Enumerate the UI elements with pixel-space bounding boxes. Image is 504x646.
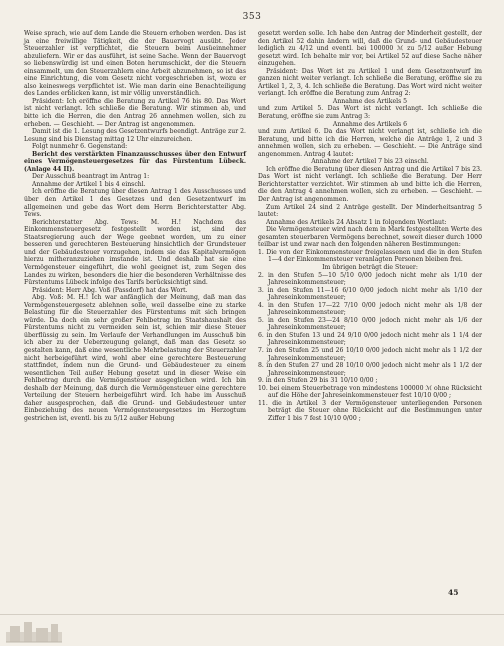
right-paragraph: Die Vermögensteuer wird nach dem in Mark festgestellten Werte des gesamten steuerbaren Vermögens berechnet, soweit dieser durch 1000 teilbar ist und zwar nach den folgenden näheren Bestimmungen:	[258, 226, 482, 249]
right-paragraph: 11. die in Artikel 3 der Vermögensteuer unterliegenden Personen beträgt die Steuer ohne Rücksicht auf die Bestimmungen unter Ziffer 1 bis 7 fest 10/10 0/00 ;	[258, 399, 482, 422]
right-paragraph: 8. in den Stufen 27 und 28 10/10 0/00 jedoch nicht mehr als 1 1/2 der Jahreseinkommensteuer;	[258, 362, 482, 377]
left-paragraph: Der Ausschuß beantragt im Antrag 1:	[32, 173, 150, 181]
right-paragraph: gesetzt werden solle. Ich habe den Antrag der Minderheit gestellt, der den Artikel 52 dahin ändern will, daß die Grund- und Gebäudesteuer lediglich zu 4/12 und eventl. bei 100000 ℳ zu 5/12 außer Hebung gesetzt wird. Ich behalte mir vor, bei Artikel 52 auf diese Sache näher einzugehen.	[258, 30, 482, 68]
right-paragraph: Präsident: Das Wort ist zu Artikel 1 und dem Gesetzentwurf im ganzen nicht weiter verlangt. Ich schließe die Beratung, eröffne sie zu Artikel 1, 2, 3, 4. Ich schließe die Beratung. Das Wort wird nicht weiter verlangt. Ich eröffne die Beratung zum Antrag 2:	[258, 67, 482, 98]
right-paragraph: 10. bei einem Steuerbetrage von mindestens 100000 ℳ ohne Rücksicht auf die Höhe der Jahreseinkommensteuer fest 10/10 0/00 ;	[258, 384, 482, 400]
left-paragraph: Abg. Voß: M. H.! Ich war anfänglich der Meinung, daß man das Vermögensteuergesetz ablehnen solle, weil dasselbe eine zu starke Belastung für die Steuerzahler des Fürstentums mit sich bringen würde. Da doch ein sehr großer Fehlbetrag im Staatshaushalt des Fürstentums nicht zu vermeiden sein ist, schien mir diese Steuer überflüssig zu sein. Im Verlaufe der Verhandlungen im Ausschuß bin ich aber zu der Ueberzeugung gelangt, daß man das Gesetz so gestalten kann, daß eine wesentliche Mehrbelastung der Steuerzahler nicht herbeigeführt wird, wohl aber eine gerechtere Besteuerung stattfindet, indem nun die Grund- und Gebäudesteuer zu einem wesentlichen Teil außer Hebung gesetzt und in dieser Weise ein Fehlbetrag durch die Vermögensteuer ausgeglichen wird. Ich bin deshalb der Meinung, daß durch die Vermögensteuer eine gerechtere Verteilung der Steuern herbeigeführt wird. Ich habe im Ausschuß daher ausgesprochen, daß die Grund- und Gebäudesteuer unter Einbeziehung des neuen Vermögensteuergesetzes im Herzogtum gestrichen ist, eventl. bis zu 5/12 außer Hebung	[24, 294, 246, 422]
left-paragraph: Berichterstatter Abg. Tews: M. H.! Nachdem das Einkommensteuergesetz festgestellt worden ist, sind der Staatsregierung auch der Wege geebnet worden, um zu einer besseren und gerechteren Besteuerung hinsichtlich der Grundsteuer und der Gebäudesteuer vorzugehen, indem sie das Kapitalvermögen hierzu mitheranzuziehen imstande ist. Und deshalb hat sie eine Vermögensteuer eingeführt, die wohl geeignet ist, zum Segen des Landes zu wirken, besonders die hier die besonderen Verhältnisse des Fürstentums Lübeck infolge des Tarifs berücksichtigt sind.	[24, 218, 246, 287]
left-paragraph: Damit ist die 1. Lesung des Gesetzentwurfs beendigt. Anträge zur 2. Lesung sind bis Dienstag mittag 12 Uhr einzureichen.	[24, 128, 246, 143]
right-paragraph: und zum Artikel 5. Das Wort ist nicht verlangt. Ich schließe die Beratung, eröffne sie zum Antrag 3:	[258, 105, 482, 121]
right-paragraph: Im übrigen beträgt die Steuer:	[322, 263, 418, 271]
right-paragraph: Annahme des Artikels 5	[332, 97, 408, 105]
left-paragraph: Folgt nunmehr 6. Gegenstand:	[32, 143, 128, 151]
right-paragraph: 4. in den Stufen 17—22 7/10 0/00 jedoch nicht mehr als 1/8 der Jahreseinkommensteuer;	[258, 301, 482, 317]
right-paragraph: Annahme der Artikel 7 bis 23 einschl.	[311, 158, 429, 166]
right-paragraph: 7. in den Stufen 25 und 26 10/10 0/00 jedoch nicht mehr als 1 1/2 der Jahreseinkommensteuer;	[258, 346, 482, 362]
right-paragraph: Annahme des Artikels 6	[332, 120, 408, 128]
left-paragraph: Annahme der Artikel 1 bis 4 einschl.	[32, 180, 146, 188]
right-paragraph: 9. in den Stufen 29 bis 31 10/10 0/00 ;	[258, 377, 378, 385]
signature-mark: 45	[448, 588, 459, 597]
right-paragraph: 3. in den Stufen 11—16 6/10 0/00 jedoch nicht mehr als 1/10 der Jahreseinkommensteuer;	[258, 286, 482, 302]
right-paragraph: Ich eröffne die Beratung über diesen Antrag und die Artikel 7 bis 23. Das Wort ist nicht verlangt. Ich schließe die Beratung. Der Herr Berichterstatter verzichtet. Wir stimmen ab und bitte ich die Herren, die den Antrag 4 annehmen wollen, sich zu erheben. — Geschieht. — Der Antrag ist angenommen.	[258, 165, 482, 204]
left-paragraph: Präsident: Ich eröffne die Beratung zu Artikel 76 bis 80. Das Wort ist nicht verlangt. Ich schließe die Beratung. Wir stimmen ab, und bitte ich die Herren, die den Antrag 26 annehmen wollen, sich zu erheben. — Geschieht. — Der Antrag ist angenommen.	[24, 97, 246, 128]
footer-rule	[0, 614, 504, 615]
left-paragraph: Bericht des verstärkten Finanzausschusses über den Entwurf eines Vermögensteuergesetzes für das Fürstentum Lübeck. (Anlage 44 II).	[24, 150, 246, 173]
right-paragraph: 6. in den Stufen 13 und 24 9/10 0/00 jedoch nicht mehr als 1 1/4 der Jahreseinkommensteuer;	[258, 331, 482, 347]
left-paragraph: Ich eröffne die Beratung über diesen Antrag 1 des Ausschusses und über den Artikel 1 des Gesetzes und den Gesetzentwurf im allgemeinen und gebe das Wort dem Herrn Berichterstatter Abg. Tews.	[24, 188, 246, 219]
page-number: 353	[242, 12, 262, 22]
left-paragraph: Präsident: Herr Abg. Voß (Passdorf) hat das Wort.	[32, 286, 188, 294]
right-paragraph: und zum Artikel 6. Da das Wort nicht verlangt ist, schließe ich die Beratung, und bitte ich die Herren, welche die Anträge 1, 2 und 3 annehmen wollen, sich zu erheben. — Geschieht. — Die Anträge sind angenommen. Antrag 4 lautet:	[258, 128, 482, 158]
left-paragraph: Weise sprach, wie auf dem Lande die Steuern erhoben werden. Das ist ja eine freiwillige Tätigkeit, die der Bauervogt ausübt. Jeder Steuerzahler ist verpflichtet, die Steuern beim Ausüeinnehmer abzuliefern. Wir er das ausführt, ist seine Sache. Wenn der Bauervogt so liebenswürdig ist und einen Boten herumschickt, der die Steuern einsammelt, um den Steuerzahlern eine Arbeit abzunehmen, so ist das eine Einrichtung, die vom Gesetz nicht vorgeschrieben ist, wozu er also keineswegs verpflichtet ist. Wie man darin eine Benachteiligung des Landes erblicken kann, ist mir völlig unverständlich.	[24, 30, 246, 98]
library-logo-icon	[4, 618, 64, 644]
right-column	[258, 30, 482, 422]
right-paragraph: 2. in den Stufen 5—10 5/10 0/00 jedoch nicht mehr als 1/10 der Jahreseinkommensteuer;	[258, 271, 482, 287]
right-paragraph: Zum Artikel 24 sind 2 Anträge gestellt. Der Minderheitsantrag 5 lautet:	[258, 203, 482, 219]
right-paragraph: 1. Die von der Einkommensteuer freigelassenen und die in den Stufen 1—4 der Einkommensteuer veranlagten Personen bleiben frei.	[258, 248, 482, 264]
right-paragraph: 5. in den Stufen 23—24 8/10 0/00 jedoch nicht mehr als 1/6 der Jahreseinkommensteuer;	[258, 316, 482, 332]
right-paragraph: Annahme des Artikels 24 Absatz 1 in folgendem Wortlaut:	[266, 218, 447, 226]
left-column	[24, 30, 246, 422]
